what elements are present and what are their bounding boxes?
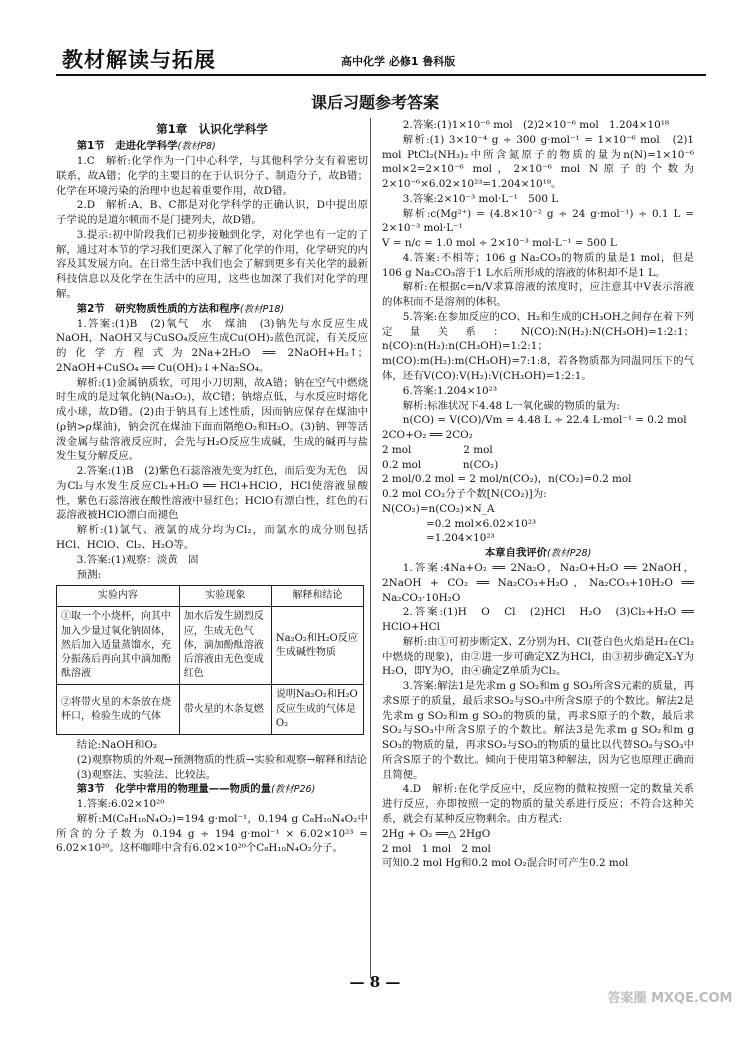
table-cell: Na₂O₂和H₂O反应生成碱性物质: [271, 607, 363, 685]
equation-line: 2CO+O₂ ══ 2CO₂: [382, 429, 473, 442]
answer-text: 4.D 解析:在化学反应中，反应物的微粒按照一定的数量关系进行反应，亦即按照一定的物质的量关系进行反应；不符合这种关系，就会有某种反应物剩余。由方程式:: [382, 783, 694, 825]
experiment-table: [56, 585, 364, 735]
analysis-text: 解析:由①可初步断定X、Z分别为H、Cl(苍白色火焰是H₂在Cl₂中燃烧的现象)，由②进一步可确定XZ为HCl，由③初步确定X₂Y为H₂O，即Y为O，由④确定Z单质为Cl₂。: [382, 635, 694, 678]
analysis-text: 解析:c(Mg²⁺) = (4.8×10⁻² g ÷ 24 g·mol⁻¹) ÷ 0.1 L = 2×10⁻³ mol·L⁻¹: [382, 207, 694, 235]
table-cell: 加水后发生剧烈反应，生成无色气体，滴加酚酞溶液后溶液由无色变成红色: [179, 607, 271, 685]
formula-line: =1.204×10²³: [426, 532, 495, 545]
equation-line: 0.2 mol n(CO₂): [382, 458, 499, 471]
conclusion-text: 结论:NaOH和O₂: [76, 738, 158, 751]
analysis-text: 解析:(1)金属钠质软，可用小刀切割，故A错；钠在空气中燃烧时生成的是过氧化钠(Na₂O₂)，故C错；钠熔点低，与水反应时熔化成小球，故D错。(2)由于钠具有上述性质，因而钠应保存在煤油中(ρ钠>ρ煤油)，钠会沉在煤油下面而隔绝O₂和H₂O。(3)钠、钾等活泼金属与盐溶液反应时，会先与H₂O反应生成碱，生成的碱再与盐发生复分解反应。: [56, 376, 368, 463]
book-title: 教材解读与拓展: [62, 48, 216, 72]
equation-line: 2 mol 2 mol: [382, 443, 493, 456]
section-heading-1: 第1节 走进化学科学(教材P8): [76, 140, 216, 153]
answer-text: 3.答案:2×10⁻³ mol·L⁻¹ 500 L: [402, 192, 559, 205]
formula-line: =0.2 mol×6.02×10²³: [426, 517, 537, 530]
table-header: 实验现象: [179, 586, 271, 607]
right-column: [382, 118, 694, 980]
analysis-text: 解析:在根据c=n/V求算溶液的浓度时，应注意其中V表示溶液的体积而不是溶剂的体积。: [382, 281, 694, 309]
answer-text: 1.C 解析:化学作为一门中心科学，与其他科学分支有着密切联系，故A错；化学的主要目的在于认识分子、制造分子，故B错；化学在环境污染的治理中也起着重要作用，故D错。: [56, 155, 368, 197]
predict-label: 预测:: [76, 568, 102, 581]
table-row: [57, 607, 364, 685]
section-heading-3: 第3节 化学中常用的物理量——物质的量(教材P26): [76, 783, 316, 796]
analysis-text: 解析:(1) 3×10⁻⁴ g ÷ 300 g·mol⁻¹ = 1×10⁻⁶ mol (2)1 mol PtCl₂(NH₃)₂中所含氮原子的物质的量为n(N)=1×10⁻⁶ mol×2=2×10⁻⁶ mol，2×10⁻⁶ mol N原子的个数为2×10⁻⁶×6.02×10²³=1.204×10¹⁸。: [382, 133, 694, 191]
review-heading: 本章自我评价(教材P28): [484, 547, 592, 560]
page-header: [56, 40, 706, 76]
table-header: 解释和结论: [271, 586, 363, 607]
column-divider: [370, 118, 371, 978]
answer-text: (3)观察法、实验法、比较法。: [76, 768, 217, 781]
table-header-row: [57, 586, 364, 607]
equation-line: 2 mol 1 mol 2 mol: [382, 842, 491, 855]
answer-text: 1.答案:(1)B (2)氧气 水 煤油 (3)钠先与水反应生成NaOH，NaOH又与CuSO₄反应生成Cu(OH)₂蓝色沉淀，有关反应的化学方程式为2Na+2H₂O ══ 2NaOH+H₂↑；2NaOH+CuSO₄ ══ Cu(OH)₂↓+Na₂SO₄。: [56, 317, 368, 374]
analysis-text: 解析:M(C₈H₁₀N₄O₂)=194 g·mol⁻¹，0.194 g C₈H₁₀N₄O₂中所含的分子数为 0.194 g ÷ 194 g·mol⁻¹ × 6.02×10²³ = 6.02×10²⁰。这杯咖啡中含有6.02×10²⁰个C₈H₁₀N₄O₂分子。: [56, 812, 368, 855]
answer-text: 1.答案:4Na+O₂ ══ 2Na₂O，Na₂O+H₂O ══ 2NaOH，2NaOH + CO₂ ══ Na₂CO₃+H₂O，Na₂CO₃+10H₂O ══ Na₂CO₃·10H₂O: [382, 561, 694, 604]
table-row: [57, 685, 364, 735]
answer-text: 2.答案:(1)H O Cl (2)HCl H₂O (3)Cl₂+H₂O ══ HClO+HCl: [382, 606, 694, 634]
answer-text: 可知0.2 mol Hg和0.2 mol O₂混合时可产生0.2 mol: [382, 857, 629, 870]
book-subtitle: 高中化学 必修1 鲁科版: [341, 55, 456, 68]
formula-line: 0.2 mol CO₂分子个数[N(CO₂)]为:: [382, 488, 547, 501]
analysis-text: 解析:(1)氯气、液氯的成分均为Cl₂，而氯水的成分则包括HCl、HClO、Cl₂、H₂O等。: [56, 524, 368, 551]
answer-text: 6.答案:1.204×10²³: [402, 384, 497, 397]
answer-text: 2.D 解析:A、B、C都是对化学科学的正确认识，D中提出原子学说的是道尔顿而不是门捷列夫，故D错。: [56, 199, 368, 227]
page-number: — 8 —: [349, 973, 401, 991]
section-heading-2: 第2节 研究物质性质的方法和程序(教材P18): [76, 302, 285, 315]
table-cell: ①取一个小烧杯，向其中加入少量过氧化钠固体，然后加入适量蒸馏水，充分振荡后再向其中滴加酚酞溶液: [57, 607, 180, 685]
answer-text: 3.答案:(1)观察：淡黄 固: [76, 553, 199, 566]
answer-text: 4.答案:不相等；106 g Na₂CO₃的物质的量是1 mol，但是106 g Na₂CO₃溶于1 L水后所形成的溶液的体积却不是1 L。: [382, 251, 694, 279]
table-header: 实验内容: [57, 586, 180, 607]
formula-line: n(CO) = V(CO)/Vm = 4.48 L ÷ 22.4 L·mol⁻¹ = 0.2 mol: [402, 414, 687, 427]
answer-text: 3.答案:解法1是先求m g SO₂和m g SO₃所含S元素的质量，再求S原子的质量，最后求SO₂与SO₃中所含S原子的个数比。解法2是先求m g SO₂和m g SO₃的物质的量，再求S原子的个数，最后求SO₂与SO₃中所含S原子的个数比。解法3是先求m g SO₂和m g SO₃的物质的量，再求SO₂与SO₃的物质的量比以代替SO₂与SO₃中所含S原子的个数比。倾向于使用第3种解法，因为它也原理正确而且简便。: [382, 680, 694, 781]
answer-text: 3.提示:初中阶段我们已初步接触到化学，对化学也有一定的了解，通过对本节的学习我们更深入了解了化学的作用，化学研究的内容及其发展方向。在日常生活中我们也会了解到更多有关化学的最新科技信息以及化学在生活中的应用，这些也加深了我们对化学的理解。: [56, 228, 368, 300]
table-cell: 说明Na₂O₂和H₂O反应生成的气体是O₂: [271, 685, 363, 735]
formula-line: 2 mol/0.2 mol = 2 mol/n(CO₂)，n(CO₂)=0.2 mol: [382, 473, 632, 486]
formula-line: V = n/c = 1.0 mol ÷ 2×10⁻³ mol·L⁻¹ = 500 L: [382, 237, 617, 250]
answer-text: 5.答案:在参加反应的CO、H₂和生成的CH₃OH之间存在着下列定量关系：N(CO):N(H₂):N(CH₃OH)=1:2:1；n(CO):n(H₂):n(CH₃OH)=1:2:1；m(CO):m(H₂):m(CH₃OH)=7:1:8，若各物质都为同温同压下的气体，还有V(CO):V(H₂):V(CH₃OH)=1:2:1。: [382, 310, 694, 383]
left-column: [56, 118, 368, 980]
chapter-heading: 第1章 认识化学科学: [156, 122, 268, 136]
answer-text: 2.答案:(1)B (2)紫色石蕊溶液先变为红色，而后变为无色 因为Cl₂与水发生反应Cl₂+H₂O ══ HCl+HClO，HCl使溶液显酸性，紫色石蕊溶液在酸性溶液中显红色；HClO有漂白性，红色的石蕊溶液被HClO漂白而褪色: [56, 465, 368, 522]
formula-line: N(CO₂)=n(CO₂)×N_A: [382, 502, 495, 515]
table-cell: 带火星的木条复燃: [179, 685, 271, 735]
answer-text: 2.答案:(1)1×10⁻⁶ mol (2)2×10⁻⁶ mol 1.204×10¹⁸: [402, 119, 670, 131]
watermark-logo: 答案圈 MXQE.COM: [607, 991, 733, 1006]
table-cell: ②将带火星的木条放在烧杯口，检验生成的气体: [57, 685, 180, 735]
page-title: 课后习题参考答案: [310, 93, 439, 112]
equation-line: 2Hg + O₂ ══△ 2HgO: [382, 827, 491, 840]
analysis-text: 解析:标准状况下4.48 L一氧化碳的物质的量为:: [402, 399, 620, 412]
answer-text: 1.答案:6.02×10²⁰: [76, 798, 165, 811]
answer-text: (2)观察物质的外观→预测物质的性质→实验和观察→解释和结论: [76, 753, 368, 766]
